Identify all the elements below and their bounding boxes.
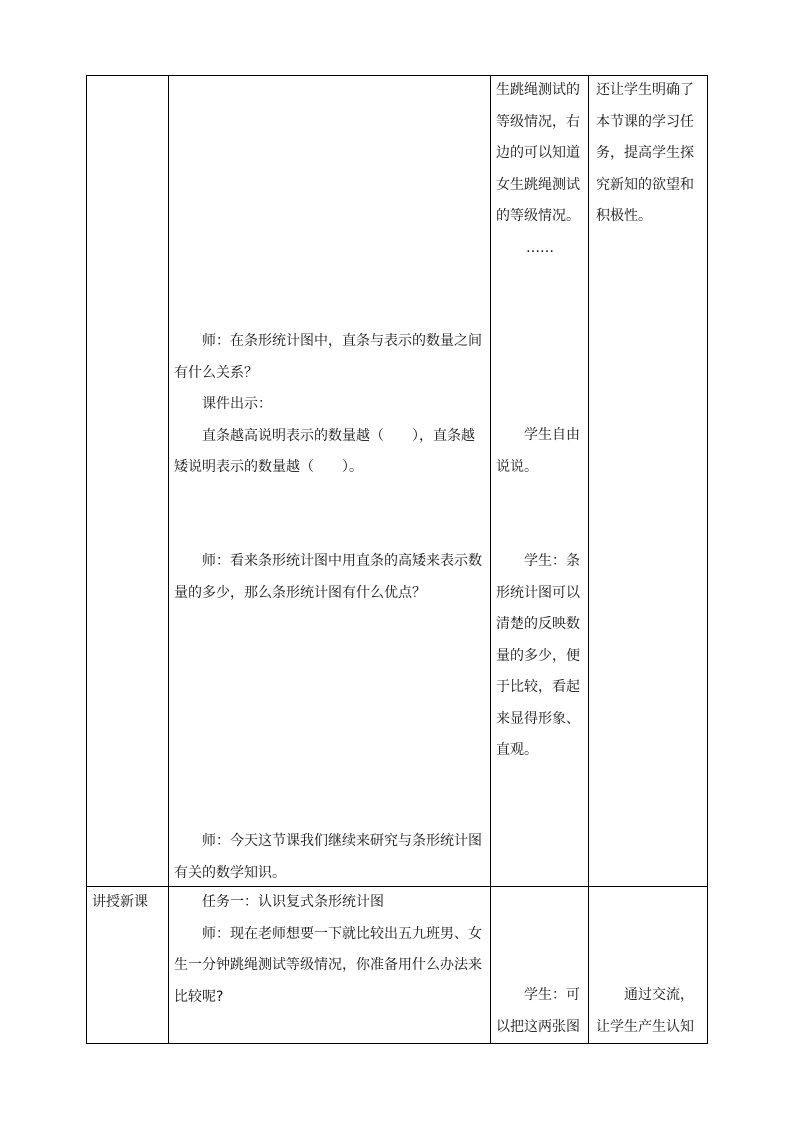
teacher-activity-cell — [174, 326, 486, 484]
stage-label: 讲授新课 — [92, 894, 148, 910]
stage-label-cell — [92, 887, 166, 919]
fill-in-blank-statement: 直条越高说明表示的数量越（ ），直条越矮说明表示的数量越（ ）。 — [174, 427, 475, 475]
table-right-border — [707, 75, 708, 1044]
design-intent-row2: 通过交流，让学生产生认知 — [596, 987, 694, 1035]
courseware-label: 课件出示： — [202, 396, 272, 412]
student-free-talk-cell — [496, 420, 584, 483]
design-intent-row2-cell — [596, 980, 704, 1043]
teacher-question-advantage-cell — [174, 546, 486, 609]
column-divider-1 — [168, 75, 169, 1044]
column-divider-2 — [490, 75, 491, 1044]
table-left-border — [86, 75, 87, 1044]
design-intent-text: 还让学生明确了本节课的学习任务，提高学生探究新知的欲望和积极性。 — [596, 82, 694, 224]
student-advantage-answer-cell — [496, 546, 584, 767]
teacher-intro-statement: 师：今天这节课我们继续来研究与条形统计图有关的数学知识。 — [174, 833, 482, 881]
student-compare-answer: 学生：可以把这两张图 — [496, 987, 580, 1035]
design-intent-cell — [596, 75, 704, 233]
task-one-title: 任务一：认识复式条形统计图 — [202, 894, 384, 910]
student-answer-continued: 生跳绳测试的等级情况，右边的可以知道女生跳绳测试的等级情况。 — [496, 82, 580, 224]
column-divider-3 — [588, 75, 589, 1044]
student-activity-continued — [496, 75, 584, 264]
student-compare-answer-cell — [496, 980, 584, 1043]
task-one-cell — [174, 887, 486, 1013]
teacher-question-relation: 师：在条形统计图中，直条与表示的数量之间有什么关系？ — [174, 333, 482, 381]
teacher-question-advantage: 师：看来条形统计图中用直条的高矮来表示数量的多少，那么条形统计图有什么优点？ — [174, 553, 482, 601]
teacher-question-compare: 师：现在老师想要一下就比较出五九班男、女生一分钟跳绳测试等级情况，你准备用什么办法来比较呢? — [174, 925, 482, 1005]
student-free-talk: 学生自由说说。 — [496, 427, 580, 475]
student-advantage-answer: 学生：条形统计图可以清楚的反映数量的多少，便于比较，看起来显得形象、直观。 — [496, 553, 580, 758]
table-bottom-border — [86, 1043, 708, 1044]
teacher-intro-cell — [174, 826, 486, 889]
ellipsis: …… — [526, 239, 554, 256]
